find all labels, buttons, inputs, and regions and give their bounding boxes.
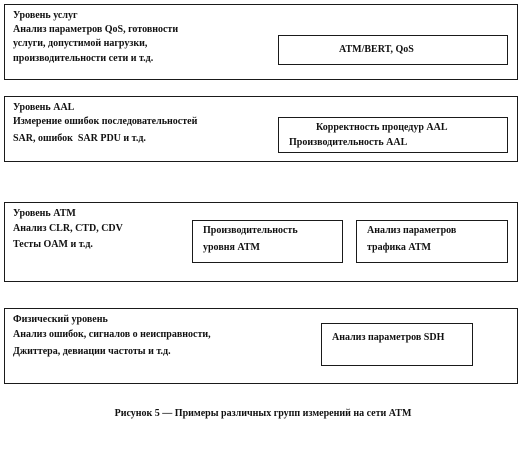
aal-measure-box <box>278 117 508 153</box>
atm-performance-line-2: уровня ATM <box>203 242 260 253</box>
layer-aal-title: Уровень AAL <box>13 102 75 113</box>
atm-performance-line-1: Производительность <box>203 225 298 236</box>
layer-atm-line-2: Тесты OAM и т.д. <box>13 239 93 250</box>
physical-measure-box <box>321 323 473 366</box>
layer-services-line-2: услуги, допустимой нагрузки, <box>13 38 148 49</box>
atm-performance-box <box>192 220 343 263</box>
figure-caption: Рисунок 5 — Примеры различных групп измерений на сети ATM <box>114 408 412 419</box>
atm-traffic-line-2: трафика ATM <box>367 242 431 253</box>
layer-physical-line-2: Джиттера, девиации частоты и т.д. <box>13 346 171 357</box>
services-measure-line-1: ATM/BERT, QoS <box>339 44 414 55</box>
layer-aal-line-1: Измерение ошибок последовательностей <box>13 116 198 127</box>
atm-traffic-box <box>356 220 508 263</box>
layer-physical-title: Физический уровень <box>13 314 108 325</box>
layer-services-line-3: производительности сети и т.д. <box>13 53 154 64</box>
layer-physical-line-1: Анализ ошибок, сигналов о неисправности, <box>13 329 211 340</box>
aal-measure-line-2: Производительность AAL <box>289 137 408 148</box>
layer-atm-title: Уровень ATM <box>13 208 76 219</box>
atm-traffic-line-1: Анализ параметров <box>367 225 457 236</box>
layer-services-line-1: Анализ параметров QoS, готовности <box>13 24 179 35</box>
layer-services-title: Уровень услуг <box>13 10 78 21</box>
physical-measure-line-1: Анализ параметров SDH <box>332 332 445 343</box>
layer-atm-line-1: Анализ CLR, CTD, CDV <box>13 223 123 234</box>
aal-measure-line-1: Корректность процедур AAL <box>316 122 448 133</box>
services-measure-box <box>278 35 508 65</box>
layer-aal-line-2: SAR, ошибок SAR PDU и т.д. <box>13 133 146 144</box>
